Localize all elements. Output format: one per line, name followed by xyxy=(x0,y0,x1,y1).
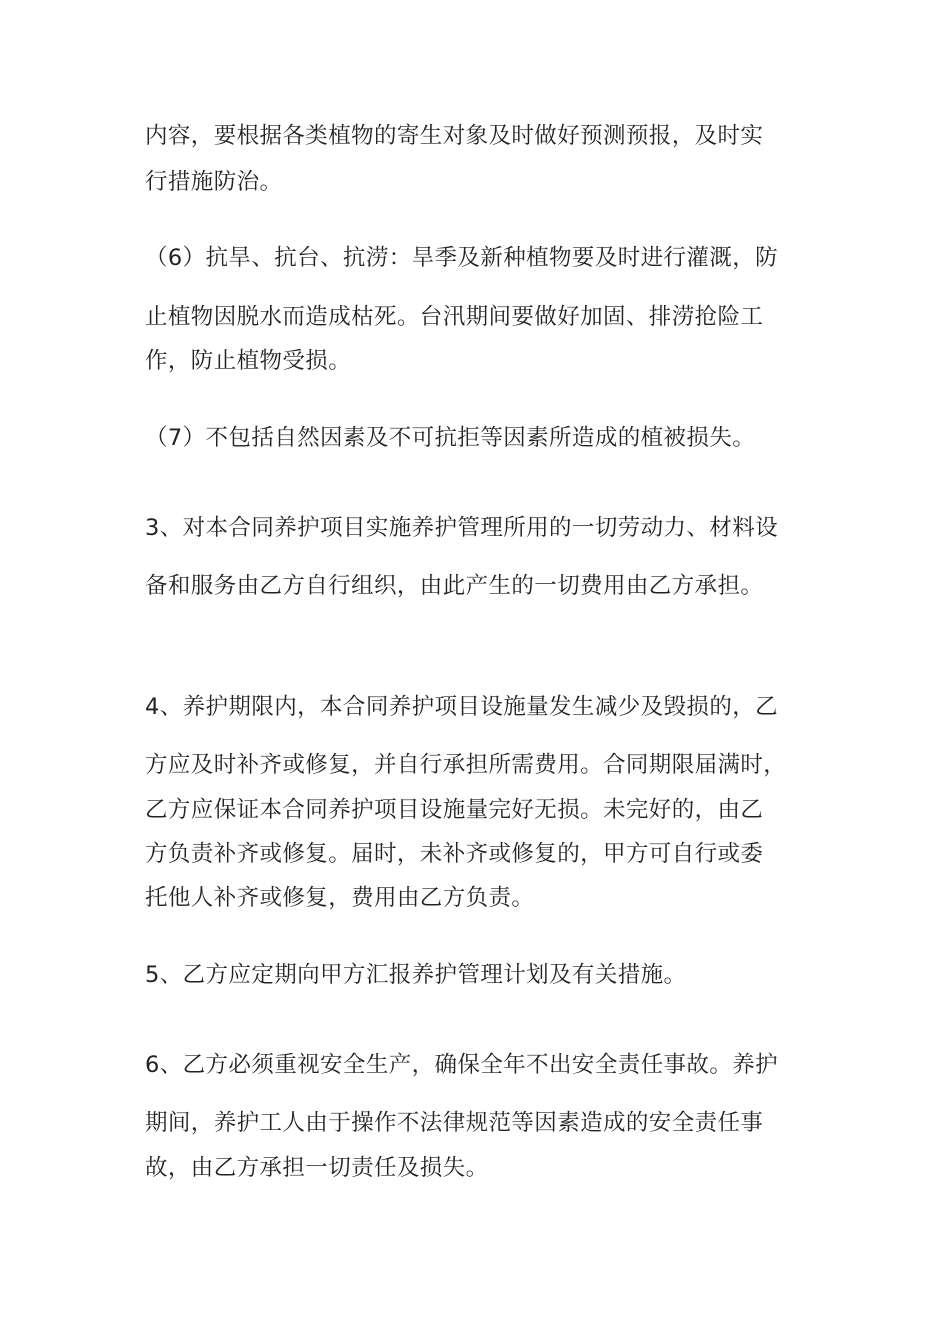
text-line: 4、养护期限内，本合同养护项目设施量发生减少及毁损的，乙 xyxy=(145,694,779,720)
text-line: 6、乙方必须重视安全生产，确保全年不出安全责任事故。养护 xyxy=(145,1052,779,1078)
text-line: 备和服务由乙方自行组织，由此产生的一切费用由乙方承担。 xyxy=(145,573,764,599)
text-line: （7）不包括自然因素及不可抗拒等因素所造成的植被损失。 xyxy=(145,425,756,451)
text-line: 作，防止植物受损。 xyxy=(145,348,352,374)
text-line: 行措施防治。 xyxy=(145,169,283,195)
text-line: 方负责补齐或修复。届时，未补齐或修复的，甲方可自行或委 xyxy=(145,841,764,867)
text-line: 故，由乙方承担一切责任及损失。 xyxy=(145,1155,489,1181)
text-line: 托他人补齐或修复，费用由乙方负责。 xyxy=(145,885,535,911)
text-line: 止植物因脱水而造成枯死。台汛期间要做好加固、排涝抢险工 xyxy=(145,304,764,330)
text-line: 方应及时补齐或修复，并自行承担所需费用。合同期限届满时， xyxy=(145,752,787,778)
text-line: 5、乙方应定期向甲方汇报养护管理计划及有关措施。 xyxy=(145,962,687,988)
text-line: 内容，要根据各类植物的寄生对象及时做好预测预报，及时实 xyxy=(145,123,764,149)
text-line: 3、对本合同养护项目实施养护管理所用的一切劳动力、材料设 xyxy=(145,515,779,541)
text-line: 期间，养护工人由于操作不法律规范等因素造成的安全责任事 xyxy=(145,1110,764,1136)
text-line: 乙方应保证本合同养护项目设施量完好无损。未完好的，由乙 xyxy=(145,797,764,823)
text-line: （6）抗旱、抗台、抗涝：旱季及新种植物要及时进行灌溉，防 xyxy=(145,245,779,271)
